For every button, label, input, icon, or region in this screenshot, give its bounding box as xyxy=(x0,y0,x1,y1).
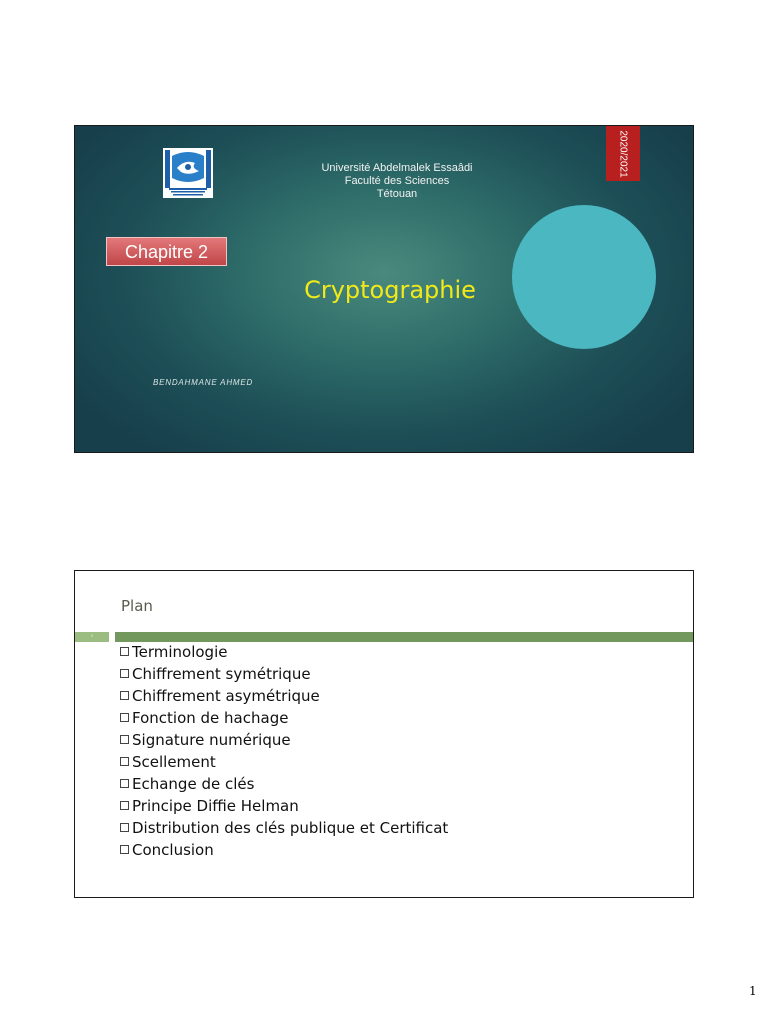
list-item xyxy=(120,641,448,663)
list-item xyxy=(120,773,448,795)
list-item xyxy=(120,729,448,751)
list-item xyxy=(120,685,448,707)
square-bullet-icon xyxy=(120,713,129,722)
city-name: Tétouan xyxy=(376,188,418,200)
university-name: Université Abdelmalek Essaâdi xyxy=(321,162,473,174)
list-item-text: Distribution des clés publique et Certificat xyxy=(132,819,449,837)
list-item xyxy=(120,751,448,773)
list-item xyxy=(120,795,448,817)
plan-slide xyxy=(74,570,694,898)
chapter-label: Chapitre 2 xyxy=(124,242,209,262)
list-item xyxy=(120,839,448,861)
faculty-name: Faculté des Sciences xyxy=(344,175,450,187)
list-item xyxy=(120,817,448,839)
square-bullet-icon xyxy=(120,757,129,766)
list-item-text: Terminologie xyxy=(132,643,228,661)
list-item-text: Signature numérique xyxy=(132,731,291,749)
decorative-circle xyxy=(512,205,656,349)
slide-number: 2 xyxy=(91,633,94,638)
list-item-text: Chiffrement asymétrique xyxy=(132,687,320,705)
list-item-text: Echange de clés xyxy=(132,775,255,793)
list-item-text: Scellement xyxy=(132,753,216,771)
square-bullet-icon xyxy=(120,845,129,854)
author-name: BENDAHMANE AHMED xyxy=(153,378,254,387)
plan-title: Plan xyxy=(121,597,153,615)
square-bullet-icon xyxy=(120,801,129,810)
square-bullet-icon xyxy=(120,735,129,744)
list-item-text: Fonction de hachage xyxy=(132,709,289,727)
list-item-text: Principe Diffie Helman xyxy=(132,797,299,815)
square-bullet-icon xyxy=(120,691,129,700)
year-tab xyxy=(606,126,640,181)
list-item xyxy=(120,663,448,685)
university-logo xyxy=(163,148,213,198)
title-slide xyxy=(74,125,694,453)
square-bullet-icon xyxy=(120,779,129,788)
slide-title: Cryptographie xyxy=(304,276,476,304)
page-number: 1 xyxy=(749,984,757,998)
square-bullet-icon xyxy=(120,647,129,656)
square-bullet-icon xyxy=(120,823,129,832)
university-header xyxy=(297,162,497,201)
list-item xyxy=(120,707,448,729)
list-item-text: Chiffrement symétrique xyxy=(132,665,311,683)
plan-list xyxy=(120,641,448,861)
year-label: 2020/2021 xyxy=(617,130,629,178)
chapter-badge xyxy=(106,237,227,266)
list-item-text: Conclusion xyxy=(132,841,214,859)
square-bullet-icon xyxy=(120,669,129,678)
